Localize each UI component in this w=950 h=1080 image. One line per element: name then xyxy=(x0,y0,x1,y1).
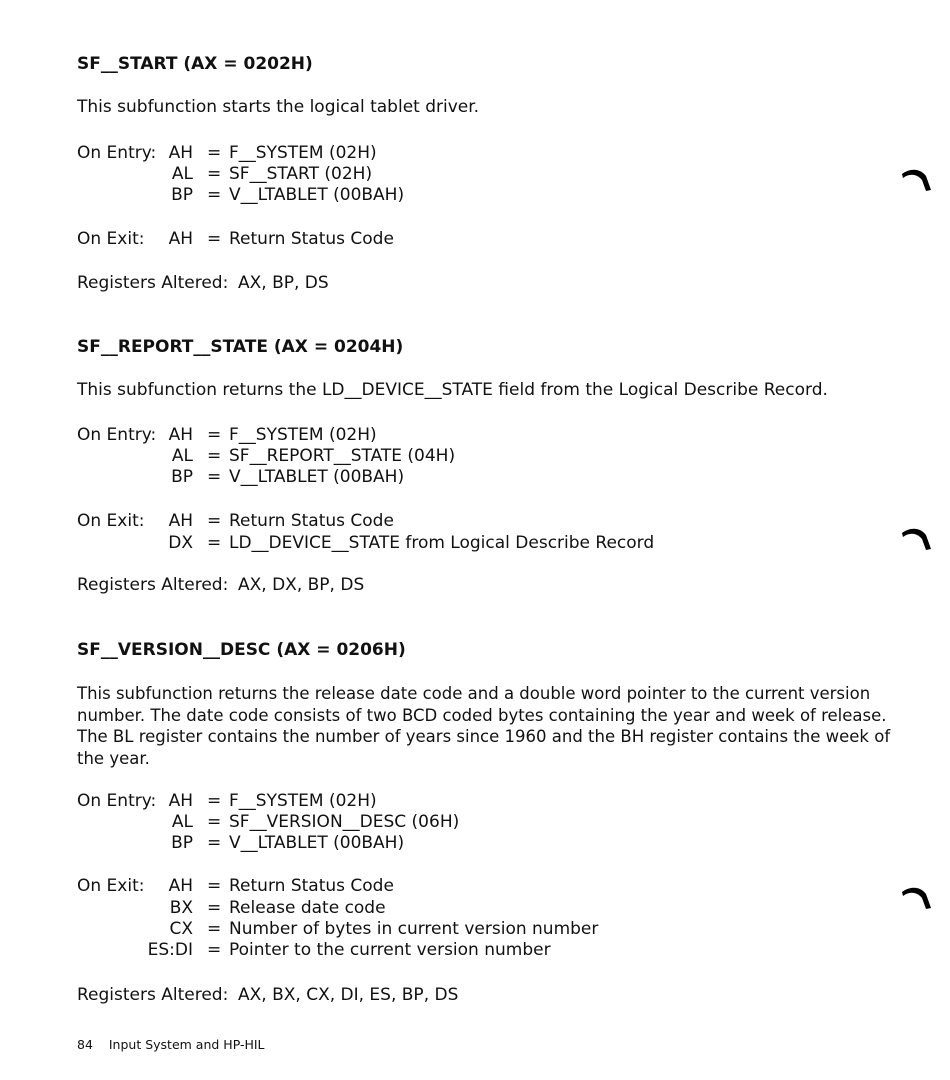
section-heading-sf-report-state: SF__REPORT__STATE (AX = 0204H) xyxy=(77,337,404,357)
register-name: AL xyxy=(171,812,193,832)
register-name: DX xyxy=(168,533,193,553)
section-heading-sf-version-desc: SF__VERSION__DESC (AX = 0206H) xyxy=(77,640,406,660)
registers-altered-value: AX, BX, CX, DI, ES, BP, DS xyxy=(238,985,459,1005)
register-value: Return Status Code xyxy=(229,511,394,531)
register-name: AL xyxy=(171,164,193,184)
equals-sign: = xyxy=(207,940,222,960)
register-value: V__LTABLET (00BAH) xyxy=(229,185,405,205)
section-description: This subfunction starts the logical tablet driver. xyxy=(77,97,480,117)
register-name: AH xyxy=(168,876,193,896)
register-value: F__SYSTEM (02H) xyxy=(229,143,377,163)
equals-sign: = xyxy=(207,511,222,531)
register-name: AH xyxy=(168,791,193,811)
on-exit-label: On Exit: xyxy=(77,511,145,531)
equals-sign: = xyxy=(207,185,222,205)
register-value: Number of bytes in current version number xyxy=(229,919,599,939)
equals-sign: = xyxy=(207,876,222,896)
register-value: V__LTABLET (00BAH) xyxy=(229,467,405,487)
register-value: Return Status Code xyxy=(229,876,394,896)
registers-altered-label: Registers Altered: xyxy=(77,575,229,595)
page-footer xyxy=(77,1037,265,1052)
registers-altered-label: Registers Altered: xyxy=(77,273,229,293)
equals-sign: = xyxy=(207,467,222,487)
on-exit-label: On Exit: xyxy=(77,876,145,896)
section-heading-sf-start: SF__START (AX = 0202H) xyxy=(77,54,313,74)
equals-sign: = xyxy=(207,898,222,918)
register-name: AH xyxy=(168,229,193,249)
register-value: Release date code xyxy=(229,898,386,918)
register-value: Return Status Code xyxy=(229,229,394,249)
register-value: LD__DEVICE__STATE from Logical Describe Record xyxy=(229,533,655,553)
on-exit-label: On Exit: xyxy=(77,229,145,249)
equals-sign: = xyxy=(207,164,222,184)
register-value: SF__START (02H) xyxy=(229,164,373,184)
register-name: AH xyxy=(168,143,193,163)
change-mark-icon xyxy=(900,525,934,553)
register-name: BP xyxy=(171,467,193,487)
on-entry-label: On Entry: xyxy=(77,791,157,811)
registers-altered-value: AX, BP, DS xyxy=(238,273,329,293)
change-mark-icon xyxy=(900,884,934,912)
register-value: F__SYSTEM (02H) xyxy=(229,425,377,445)
equals-sign: = xyxy=(207,533,222,553)
register-name: BP xyxy=(171,833,193,853)
register-name: ES:DI xyxy=(147,940,193,960)
equals-sign: = xyxy=(207,919,222,939)
change-mark-icon xyxy=(900,166,934,194)
register-name: AH xyxy=(168,425,193,445)
register-value: V__LTABLET (00BAH) xyxy=(229,833,405,853)
equals-sign: = xyxy=(207,791,222,811)
registers-altered-value: AX, DX, BP, DS xyxy=(238,575,365,595)
register-name: AH xyxy=(168,511,193,531)
equals-sign: = xyxy=(207,143,222,163)
footer-text: Input System and HP-HIL xyxy=(108,1037,265,1052)
equals-sign: = xyxy=(207,833,222,853)
register-name: CX xyxy=(169,919,193,939)
page-number: 84 xyxy=(77,1037,93,1052)
register-name: AL xyxy=(171,446,193,466)
registers-altered-label: Registers Altered: xyxy=(77,985,229,1005)
equals-sign: = xyxy=(207,812,222,832)
register-value: SF__REPORT__STATE (04H) xyxy=(229,446,456,466)
register-value: F__SYSTEM (02H) xyxy=(229,791,377,811)
on-entry-label: On Entry: xyxy=(77,425,157,445)
register-name: BX xyxy=(169,898,193,918)
equals-sign: = xyxy=(207,425,222,445)
register-value: SF__VERSION__DESC (06H) xyxy=(229,812,460,832)
section-description: This subfunction returns the release date code and a double word pointer to the current version number. The date code consists of two BCD coded bytes containing the year and week of release. The BL register contains the number of years since 1960 and the BH register contains the week of the year. xyxy=(77,684,891,768)
section-description: This subfunction returns the LD__DEVICE__STATE field from the Logical Describe Record. xyxy=(77,380,828,400)
equals-sign: = xyxy=(207,446,222,466)
register-name: BP xyxy=(171,185,193,205)
on-entry-label: On Entry: xyxy=(77,143,157,163)
equals-sign: = xyxy=(207,229,222,249)
register-value: Pointer to the current version number xyxy=(229,940,551,960)
